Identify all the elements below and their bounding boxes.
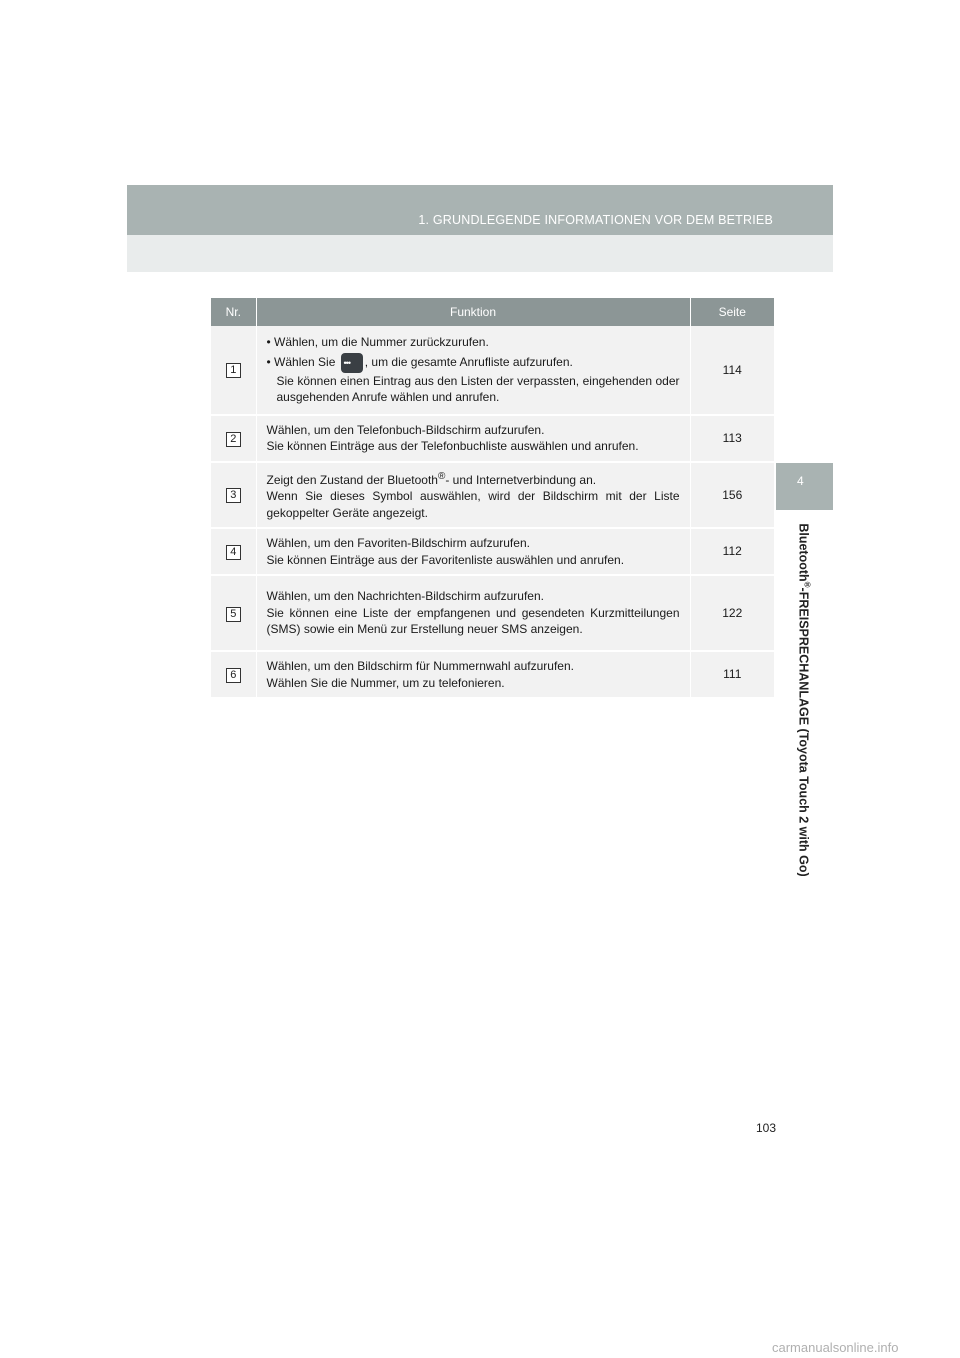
function-line: Sie können eine Liste der empfangenen und gesendeten Kurzmitteilungen (SMS) sowie ein Menü zur Erstellung neuer SMS anzeigen. bbox=[266, 605, 680, 637]
header-nr: Nr. bbox=[211, 298, 256, 326]
row-number-cell bbox=[211, 326, 256, 415]
function-line: Wählen, um den Telefonbuch-Bildschirm aufzurufen. bbox=[266, 422, 545, 437]
function-line: Wählen, um den Favoriten-Bildschirm aufzurufen. bbox=[266, 536, 530, 550]
page-number: 103 bbox=[756, 1121, 777, 1135]
row-number-cell bbox=[211, 651, 256, 698]
function-line: Wählen, um den Nachrichten-Bildschirm aufzurufen. bbox=[266, 589, 544, 604]
number-box: 2 bbox=[226, 432, 241, 447]
number-box: 3 bbox=[226, 488, 241, 503]
row-number-cell bbox=[211, 415, 256, 462]
header-seite: Seite bbox=[690, 298, 774, 326]
table-row bbox=[211, 651, 774, 698]
number-box: 5 bbox=[226, 607, 241, 622]
page-ref: 122 bbox=[690, 575, 774, 651]
function-cell bbox=[256, 462, 690, 529]
function-line: Wählen, um den Bildschirm für Nummernwahl aufzurufen. bbox=[266, 659, 574, 673]
row-number-cell bbox=[211, 528, 256, 575]
page-ref: 113 bbox=[690, 415, 774, 462]
function-line: Sie können Einträge aus der Telefonbuchliste auswählen und anrufen. bbox=[266, 439, 639, 453]
function-cell bbox=[256, 575, 690, 651]
function-line bbox=[267, 353, 680, 406]
function-line: Wählen Sie die Nummer, um zu telefonieren. bbox=[266, 675, 505, 690]
chapter-tab bbox=[776, 463, 833, 510]
page-ref: 112 bbox=[690, 528, 774, 575]
function-cell bbox=[256, 415, 690, 462]
function-line: • Wählen, um die Nummer zurückzurufen. bbox=[266, 335, 489, 349]
function-text: • Wählen Sie bbox=[266, 354, 336, 369]
table-row bbox=[211, 528, 774, 575]
row-number-cell bbox=[211, 575, 256, 651]
page-ref: 111 bbox=[690, 651, 774, 698]
number-box: 4 bbox=[226, 545, 241, 560]
function-cell bbox=[256, 528, 690, 575]
table-row bbox=[211, 462, 774, 529]
chapter-side-title bbox=[796, 523, 811, 876]
watermark: carmanualsonline.info bbox=[772, 1340, 899, 1355]
registered-mark: ® bbox=[802, 581, 812, 588]
page-ref: 114 bbox=[690, 326, 774, 415]
function-line: Sie können Einträge aus der Favoritenliste auswählen und anrufen. bbox=[266, 552, 625, 567]
number-box: 1 bbox=[226, 363, 241, 378]
chapter-number: 4 bbox=[797, 474, 804, 488]
number-box: 6 bbox=[226, 668, 241, 683]
table-row bbox=[211, 326, 774, 415]
side-title-suffix: -FREISPRECHANLAGE (Toyota Touch 2 with Go) bbox=[796, 587, 811, 877]
table-row bbox=[211, 415, 774, 462]
function-cell bbox=[256, 651, 690, 698]
header-sub-band bbox=[127, 235, 833, 272]
registered-mark: ® bbox=[437, 470, 446, 482]
function-text: , um die gesamte Anrufliste aufzurufen. bbox=[364, 354, 573, 369]
function-text: Sie können einen Eintrag aus den Listen der verpassten, eingehenden oder ausgehenden Anrufe wählen und anrufen. bbox=[276, 373, 680, 404]
function-line: Wenn Sie dieses Symbol auswählen, wird der Bildschirm mit der Liste gekoppelter Geräte angezeigt. bbox=[266, 489, 680, 520]
function-cell bbox=[256, 326, 690, 415]
header-funktion: Funktion bbox=[256, 298, 690, 326]
table-row bbox=[211, 575, 774, 651]
function-text: Zeigt den Zustand der Bluetooth bbox=[266, 472, 438, 487]
table-header-row bbox=[211, 298, 774, 326]
more-options-icon: ••• bbox=[341, 353, 363, 373]
header-band bbox=[127, 185, 833, 235]
row-number-cell bbox=[211, 462, 256, 529]
function-table bbox=[211, 298, 774, 699]
function-text: - und Internetverbindung an. bbox=[445, 472, 597, 487]
function-line bbox=[267, 469, 680, 489]
section-title: 1. GRUNDLEGENDE INFORMATIONEN VOR DEM BETRIEB bbox=[418, 213, 773, 227]
page-ref: 156 bbox=[690, 462, 774, 529]
side-title-prefix: Bluetooth bbox=[796, 523, 811, 582]
